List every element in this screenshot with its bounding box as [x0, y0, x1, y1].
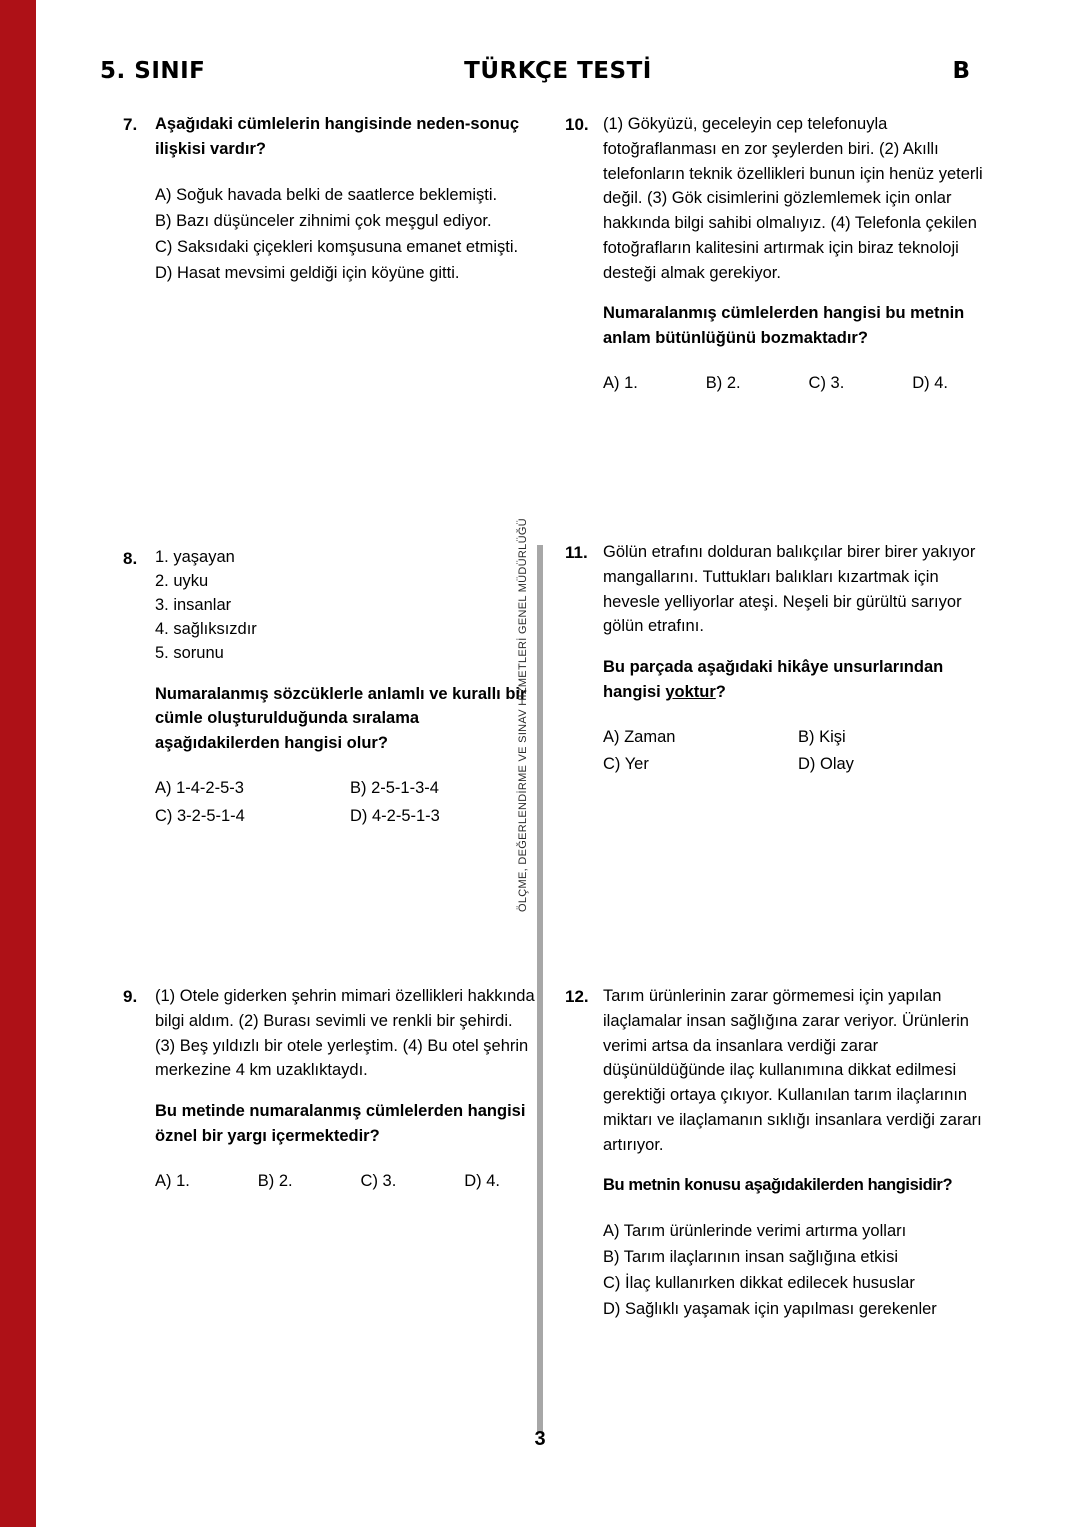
question-number: 12.: [565, 987, 589, 1006]
question-text: (1) Gökyüzü, geceleyin cep telefonuyla fotoğraflanması en zor şeylerden biri. (2) Akıllı telefonların teknik özellikleri bunun için henüz yeterli değil. (3) Gök cisimlerini gözlemlemek için onlar hakkında bilgi sahibi olmalıyız. (4) Telefonla çekilen fotoğrafların kalitesini artırmak için biraz teknoloji desteği almak gerekiyor.: [603, 115, 983, 282]
question-number: 9.: [123, 987, 138, 1006]
option-d: D) Sağlıklı yaşamak için yapılması gerekenler: [603, 1300, 937, 1319]
option-d: D) 4-2-5-1-3: [350, 806, 440, 825]
option-a: A) Soğuk havada belki de saatlerce beklemişti.: [155, 185, 498, 204]
question-text: Tarım ürünlerinin zarar görmemesi için yapılan ilaçlamalar insan sağlığına zarar veriyor. Ürünlerin verimi artsa da insanlara verdiği zarar düşünüldüğünde ilaç kullanımına dikkat edilmesi gerektiği ortaya çıkıyor. Kullanılan tarım ilaçlarının miktarı ve ilaçlamanın sıklığı insanlara verdiği zararı artırıyor.: [603, 987, 982, 1154]
question-text: (1) Otele giderken şehrin mimari özellikleri hakkında bilgi aldım. (2) Burası sevimli ve renkli bir şehirdi. (3) Beş yıldızlı bir otele yerleştim. (4) Bu otel şehrin merkezine 4 km uzaklıktaydı.: [155, 987, 535, 1080]
option-d: D) 4.: [912, 373, 948, 392]
page-number: 3: [534, 1428, 546, 1450]
option-a: A) 1-4-2-5-3: [155, 778, 244, 797]
option-b: B) Kişi: [798, 727, 846, 746]
stem-suffix: ?: [715, 682, 726, 701]
option-c: C) 3.: [808, 373, 845, 392]
option-b: B) 2-5-1-3-4: [350, 778, 439, 797]
option-d: D) Hasat mevsimi geldiği için köyüne gitti.: [155, 263, 460, 282]
question-stem: [603, 655, 990, 705]
question-options: [155, 1169, 500, 1194]
question-7: [123, 112, 535, 286]
question-stem: Numaralanmış sözcüklerle anlamlı ve kurallı bir cümle oluşturulduğunda sıralama aşağıdakilerden hangisi olur?: [155, 684, 527, 753]
question-number: 11.: [565, 543, 588, 562]
option-c: C) İlaç kullanırken dikkat edilecek hususlar: [603, 1274, 915, 1293]
option-a: A) 1.: [155, 1171, 190, 1190]
question-stem: Numaralanmış cümlelerden hangisi bu metnin anlam bütünlüğünü bozmaktadır?: [603, 304, 965, 347]
option-c: C) 3.: [360, 1171, 397, 1190]
word-item-1: 1. yaşayan: [155, 548, 235, 566]
question-10: [565, 112, 990, 396]
question-options: [603, 371, 948, 396]
question-text: Gölün etrafını dolduran balıkçılar birer birer yakıyor mangallarını. Tuttukları balıkları kızartmak için hevesle yelliyorlar ateşi. Neşeli bir gürültü sarıyor gölün etrafını.: [603, 543, 976, 636]
red-edge-stripe: [0, 0, 36, 1527]
question-options: [155, 182, 535, 286]
question-12: [565, 984, 990, 1322]
question-8: [123, 546, 535, 828]
word-item-4: 4. sağlıksızdır: [155, 619, 257, 638]
option-c: C) 3-2-5-1-4: [155, 806, 245, 825]
option-a: A) Zaman: [603, 727, 676, 746]
question-stem: Bu metinde numaralanmış cümlelerden hangisi öznel bir yargı içermektedir?: [155, 1102, 526, 1145]
question-11: [565, 540, 990, 777]
option-c: C) Saksıdaki çiçekleri komşusuna emanet etmişti.: [155, 237, 519, 256]
question-options: [155, 776, 535, 829]
option-b: B) 2.: [705, 373, 741, 392]
question-stem: Aşağıdaki cümlelerin hangisinde neden-sonuç ilişkisi vardır?: [155, 115, 519, 158]
question-options: [603, 1218, 990, 1322]
option-a: A) Tarım ürünlerinde verimi artırma yolları: [603, 1222, 907, 1240]
option-b: B) 2.: [257, 1171, 293, 1190]
option-d: D) 4.: [464, 1171, 500, 1190]
question-options: [603, 725, 990, 778]
word-item-2: 2. uyku: [155, 571, 209, 590]
header-booklet-letter: B: [952, 58, 970, 84]
option-b: B) Bazı düşünceler zihnimi çok meşgul ediyor.: [155, 211, 492, 230]
question-number: 7.: [123, 115, 138, 134]
question-9: [123, 984, 535, 1193]
option-c: C) Yer: [603, 755, 649, 774]
option-b: B) Tarım ilaçlarının insan sağlığına etkisi: [603, 1248, 898, 1267]
question-stem: Bu metnin konusu aşağıdakilerden hangisidir?: [603, 1176, 953, 1195]
stem-prefix: Bu parçada aşağıdaki hikâye unsurlarından hangisi: [603, 658, 944, 701]
word-item-5: 5. sorunu: [155, 643, 224, 662]
numbered-word-list: [155, 546, 535, 666]
column-divider-bar: [537, 545, 543, 1433]
stem-underlined-word: yoktur: [665, 682, 716, 701]
header-grade: 5. SINIF: [100, 58, 206, 84]
header-title: TÜRKÇE TESTİ: [464, 58, 652, 84]
question-number: 10.: [565, 115, 589, 134]
question-number: 8.: [123, 549, 138, 568]
watermark-text: ÖLÇME, DEĞERLENDİRME VE SINAV HİZMETLERİ GENEL MÜDÜRLÜĞÜ: [517, 518, 529, 912]
option-a: A) 1.: [603, 373, 638, 392]
option-d: D) Olay: [798, 755, 854, 774]
word-item-3: 3. insanlar: [155, 595, 232, 614]
